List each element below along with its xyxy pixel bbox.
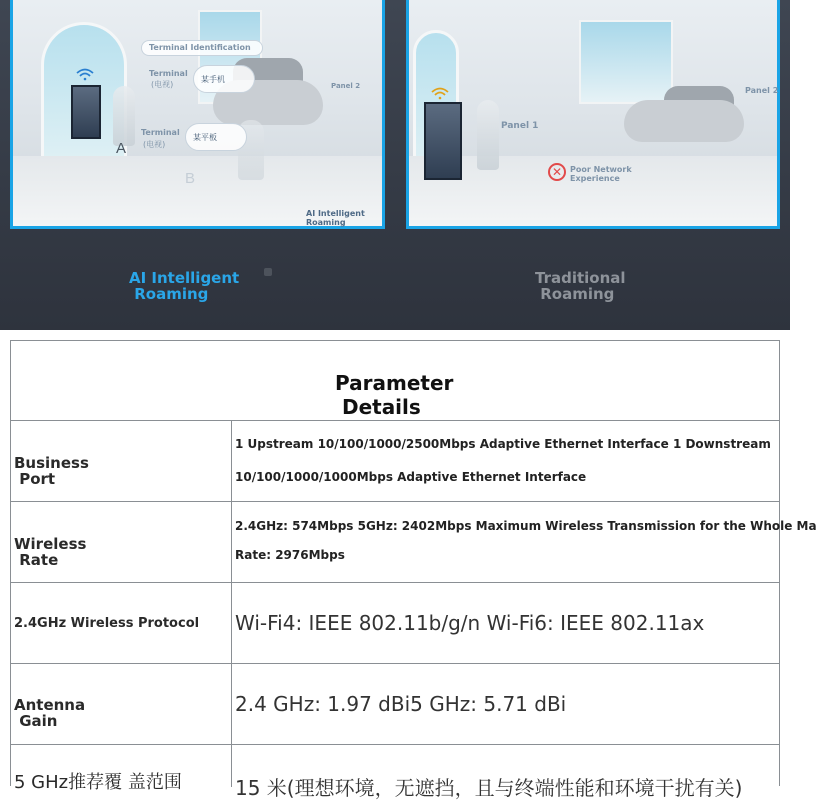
table-row	[11, 583, 779, 664]
window	[579, 20, 673, 104]
poor-network-label: Poor Network Experience	[570, 165, 632, 183]
panel-2-label: Panel 2	[331, 82, 361, 90]
row-value-cell	[232, 502, 817, 582]
row-value-cell	[232, 664, 779, 744]
error-x-icon: ✕	[548, 163, 566, 181]
row-label-cell	[11, 502, 232, 582]
table-row	[11, 421, 779, 502]
table-row	[11, 664, 779, 745]
row-value-line: Rate: 2976Mbps	[235, 548, 345, 562]
row-value: 2.4 GHz: 1.97 dBi5 GHz: 5.71 dBi	[235, 692, 567, 716]
row-value: 15 米(理想环境，无遮挡，且与终端性能和环境干扰有关)	[235, 776, 743, 800]
wifi-icon	[431, 87, 449, 99]
row-label: 2.4GHz Wireless Protocol	[14, 616, 200, 631]
table-row	[11, 502, 817, 583]
tablet-device-label: 某平板	[193, 133, 217, 142]
person-figure	[477, 100, 499, 170]
ai-roaming-illustration	[10, 0, 385, 229]
row-label-cell	[11, 664, 232, 744]
ai-roaming-caption: AI Intelligent Roaming	[129, 269, 240, 303]
terminal-sub-label: (电视)	[151, 80, 174, 89]
wall-panel-device	[71, 85, 101, 139]
roaming-comparison-banner	[0, 0, 790, 330]
row-label-cell	[11, 421, 232, 501]
row-label: Business Port	[14, 454, 89, 488]
table-row	[11, 745, 779, 800]
terminal-label: Terminal	[141, 128, 180, 137]
person-figure	[113, 86, 135, 146]
row-value-line: 2.4GHz: 574Mbps 5GHz: 2402Mbps Maximum Wireless Transmission for the Whole Ma	[235, 519, 817, 533]
row-value-cell	[232, 745, 779, 800]
panel-1-label: Panel 1	[501, 121, 539, 131]
row-label: Antenna Gain	[14, 696, 86, 730]
row-value-cell	[232, 583, 779, 663]
ai-roaming-tag: AI Intelligent Roaming	[306, 209, 365, 227]
table-title: Parameter Details	[335, 371, 454, 419]
row-label: 5 GHz推荐覆 盖范围	[14, 772, 182, 793]
row-value-cell	[232, 421, 779, 501]
parameter-table	[10, 340, 817, 800]
wifi-icon	[76, 68, 94, 80]
row-label-cell	[11, 583, 232, 663]
row-value-line: 1 Upstream 10/100/1000/2500Mbps Adaptive Ethernet Interface 1 Downstream	[235, 437, 771, 451]
row-label: Wireless Rate	[14, 535, 87, 569]
traditional-roaming-caption: Traditional Roaming	[535, 269, 626, 303]
terminal-label: Terminal	[149, 69, 188, 78]
row-value: Wi-Fi4: IEEE 802.11b/g/n Wi-Fi6: IEEE 802.11ax	[235, 611, 705, 635]
location-b-label: B	[185, 170, 196, 187]
row-label-cell	[11, 745, 232, 793]
terminal-identification-label: Terminal Identification	[149, 43, 251, 52]
wall-panel-device	[424, 102, 462, 180]
location-a-label: A	[116, 140, 127, 157]
phone-device-label: 某手机	[201, 75, 225, 84]
table-header	[11, 341, 779, 421]
row-value-line: 10/100/1000/1000Mbps Adaptive Ethernet Interface	[235, 470, 587, 484]
traditional-roaming-illustration	[406, 0, 780, 229]
panel-2-label: Panel 2	[745, 86, 779, 95]
bed	[624, 100, 744, 142]
terminal-sub-label: (电视)	[143, 140, 166, 149]
sparkle-icon	[264, 268, 272, 276]
